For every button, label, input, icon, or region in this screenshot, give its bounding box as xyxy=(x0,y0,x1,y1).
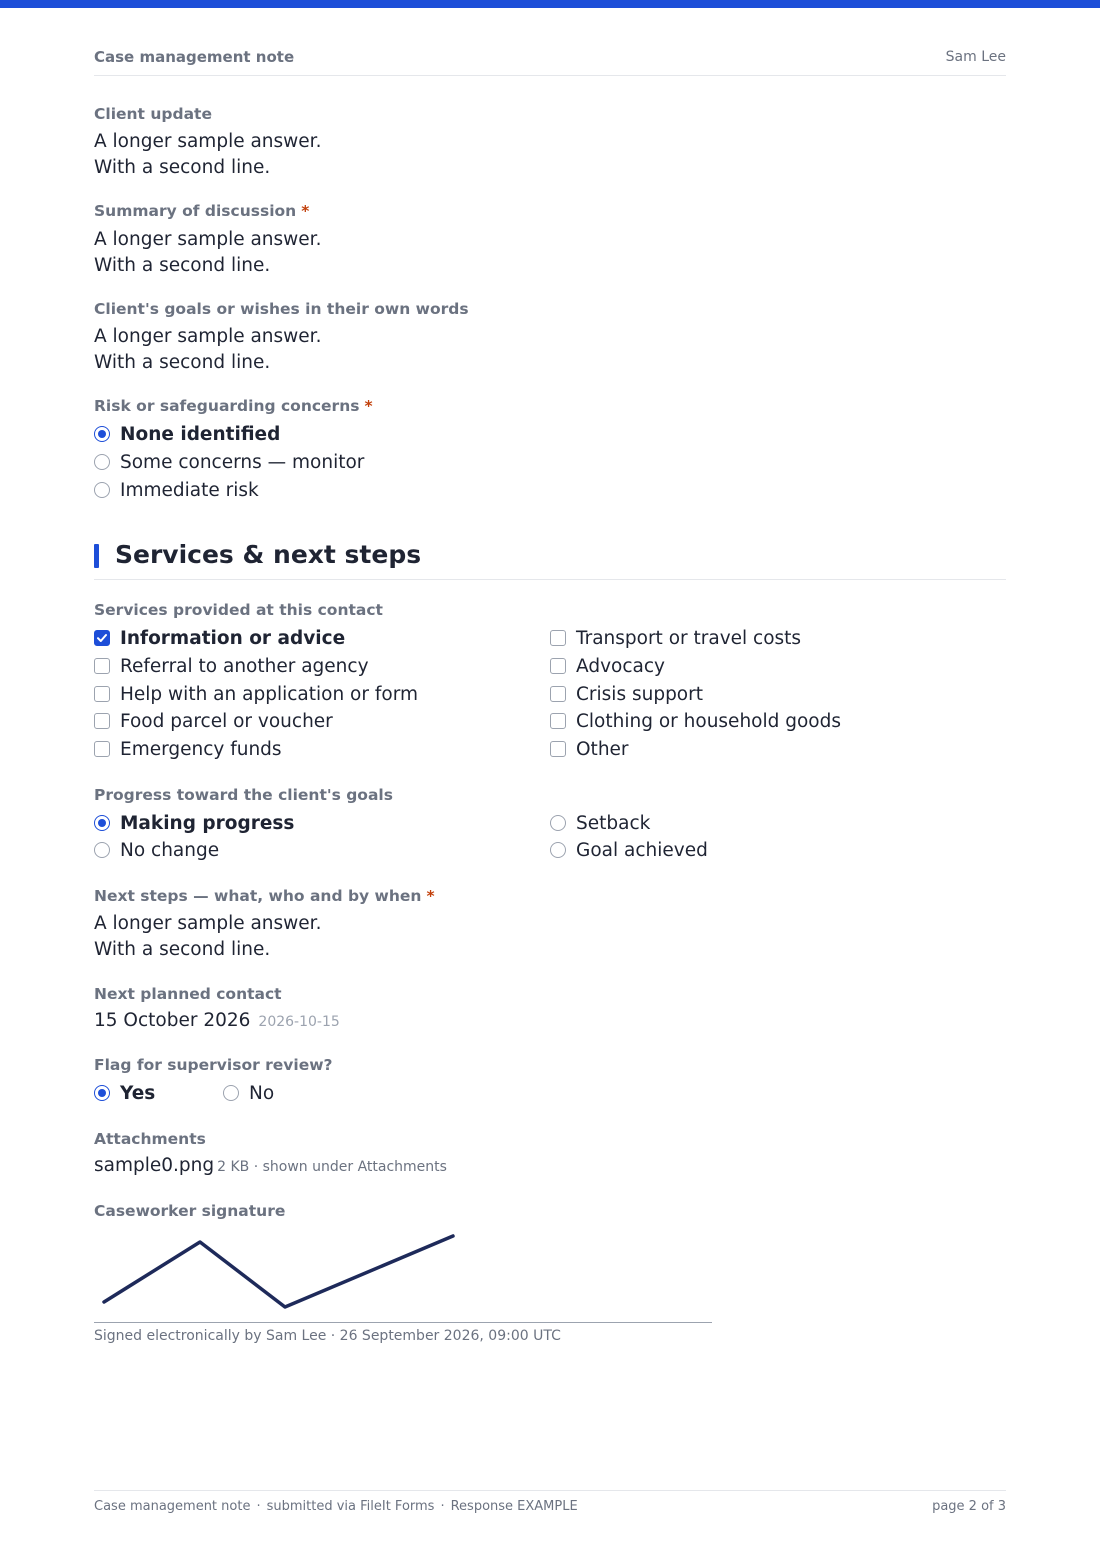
option-label: Help with an application or form xyxy=(120,683,418,705)
next-contact-date: 15 October 2026 xyxy=(94,1010,251,1031)
checkbox-empty-icon xyxy=(550,741,566,757)
option-label: Information or advice xyxy=(120,627,346,649)
section-heading xyxy=(94,540,1006,580)
option-label: Some concerns — monitor xyxy=(120,451,365,473)
section-accent-bar xyxy=(94,544,99,568)
next-contact-iso-date: 2026-10-15 xyxy=(258,1014,340,1030)
progress-option-goal-achieved[interactable] xyxy=(550,838,708,862)
checkbox-empty-icon xyxy=(94,741,110,757)
option-label: No xyxy=(249,1082,275,1104)
page-header xyxy=(94,48,1006,76)
signature-line xyxy=(94,1322,712,1323)
risk-option-none[interactable] xyxy=(94,422,280,446)
goals-answer: A longer sample answer. With a second line. xyxy=(94,326,322,373)
radio-empty-icon xyxy=(94,842,110,858)
attachment-item xyxy=(94,1155,447,1176)
option-label: Yes xyxy=(120,1082,156,1104)
flag-review-option-no[interactable] xyxy=(223,1081,274,1105)
page-number: page 2 of 3 xyxy=(932,1499,1006,1514)
risk-option-some-concerns[interactable] xyxy=(94,450,364,474)
progress-option-no-change[interactable] xyxy=(94,838,219,862)
checkbox-empty-icon xyxy=(550,658,566,674)
flag-review-label: Flag for supervisor review? xyxy=(94,1056,333,1074)
option-label: Goal achieved xyxy=(576,839,708,861)
services-label: Services provided at this contact xyxy=(94,601,383,619)
option-label: Immediate risk xyxy=(120,479,259,501)
required-marker: * xyxy=(426,887,435,905)
radio-selected-icon xyxy=(94,815,110,831)
attachment-file-meta: 2 KB · shown under Attachments xyxy=(217,1159,447,1175)
service-option-food[interactable] xyxy=(94,709,333,733)
option-label: Emergency funds xyxy=(120,738,282,760)
footer-submitted: submitted via FileIt Forms xyxy=(266,1499,435,1514)
option-label: Other xyxy=(576,738,629,760)
next-steps-label: Next steps — what, who and by when * xyxy=(94,887,435,905)
summary-label: Summary of discussion * xyxy=(94,202,310,220)
client-update-answer: A longer sample answer. With a second line. xyxy=(94,131,322,178)
service-option-transport[interactable] xyxy=(550,626,801,650)
radio-empty-icon xyxy=(550,815,566,831)
service-option-advocacy[interactable] xyxy=(550,654,665,678)
checkbox-empty-icon xyxy=(550,713,566,729)
option-label: Clothing or household goods xyxy=(576,710,842,732)
radio-selected-icon xyxy=(94,426,110,442)
radio-selected-icon xyxy=(94,1085,110,1101)
footer-info: Case management note · submitted via FileIt Forms · Response EXAMPLE xyxy=(94,1499,578,1514)
radio-empty-icon xyxy=(94,482,110,498)
document-title: Case management note xyxy=(94,48,295,66)
top-accent-bar xyxy=(0,0,1100,8)
section-title: Services & next steps xyxy=(115,540,422,569)
checkbox-empty-icon xyxy=(94,713,110,729)
attachment-file-name[interactable]: sample0.png xyxy=(94,1155,215,1176)
author-name: Sam Lee xyxy=(945,49,1006,65)
required-marker: * xyxy=(364,397,373,415)
service-option-emergency-funds[interactable] xyxy=(94,737,282,761)
option-label: No change xyxy=(120,839,220,861)
required-marker: * xyxy=(301,202,310,220)
checkbox-empty-icon xyxy=(94,686,110,702)
checkbox-empty-icon xyxy=(94,658,110,674)
checkbox-empty-icon xyxy=(550,630,566,646)
option-label: Making progress xyxy=(120,812,295,834)
option-label: Referral to another agency xyxy=(120,655,369,677)
service-option-referral[interactable] xyxy=(94,654,369,678)
next-contact-label: Next planned contact xyxy=(94,985,282,1003)
service-option-application[interactable] xyxy=(94,682,418,706)
flag-review-option-yes[interactable] xyxy=(94,1081,155,1105)
radio-empty-icon xyxy=(550,842,566,858)
option-label: None identified xyxy=(120,423,281,445)
radio-empty-icon xyxy=(223,1085,239,1101)
option-label: Setback xyxy=(576,812,651,834)
risk-label: Risk or safeguarding concerns * xyxy=(94,397,373,415)
checkbox-empty-icon xyxy=(550,686,566,702)
radio-empty-icon xyxy=(94,454,110,470)
service-option-other[interactable] xyxy=(550,737,629,761)
option-label: Advocacy xyxy=(576,655,665,677)
progress-label: Progress toward the client's goals xyxy=(94,786,393,804)
signature-image xyxy=(94,1228,494,1318)
footer-form-name: Case management note xyxy=(94,1499,251,1514)
progress-option-making-progress[interactable] xyxy=(94,811,294,835)
signature-label: Caseworker signature xyxy=(94,1202,286,1220)
attachments-label: Attachments xyxy=(94,1130,206,1148)
signature-caption: Signed electronically by Sam Lee · 26 September 2026, 09:00 UTC xyxy=(94,1328,561,1344)
summary-answer: A longer sample answer. With a second line. xyxy=(94,229,322,276)
next-steps-answer: A longer sample answer. With a second line. xyxy=(94,913,322,960)
risk-option-immediate[interactable] xyxy=(94,478,259,502)
goals-label: Client's goals or wishes in their own words xyxy=(94,300,469,318)
service-option-clothing[interactable] xyxy=(550,709,841,733)
service-option-crisis[interactable] xyxy=(550,682,703,706)
service-option-information[interactable] xyxy=(94,626,345,650)
page-footer xyxy=(94,1490,1006,1520)
option-label: Crisis support xyxy=(576,683,703,705)
option-label: Food parcel or voucher xyxy=(120,710,333,732)
progress-option-setback[interactable] xyxy=(550,811,650,835)
client-update-label: Client update xyxy=(94,105,212,123)
footer-response: Response EXAMPLE xyxy=(450,1499,578,1514)
checkbox-checked-icon xyxy=(94,630,110,646)
option-label: Transport or travel costs xyxy=(576,627,802,649)
next-contact-value xyxy=(94,1010,340,1031)
